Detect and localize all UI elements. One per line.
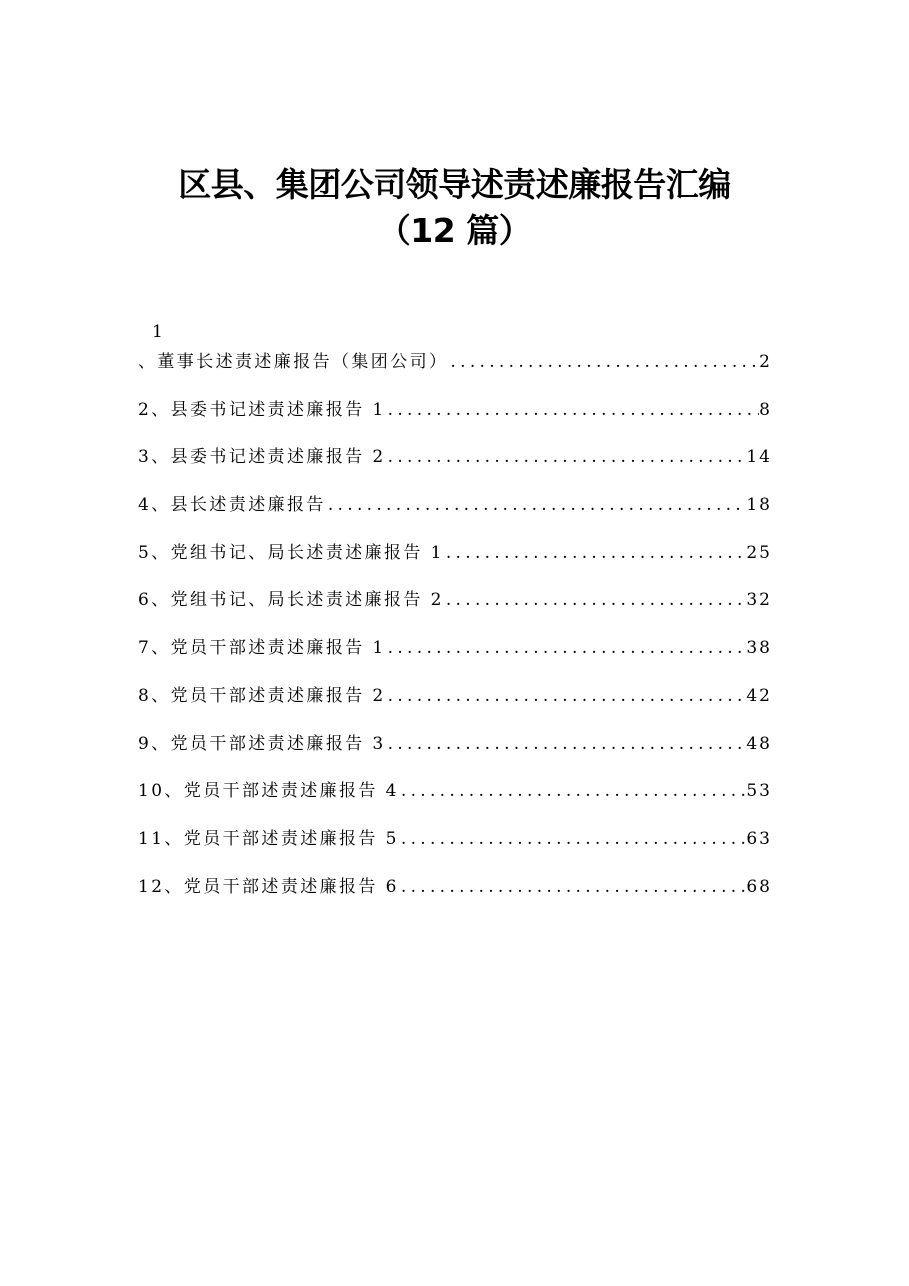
toc-entry-label: 7、党员干部述责述廉报告 1 <box>138 638 386 659</box>
toc-dot-leader <box>386 681 747 711</box>
toc-entry-label: 4、县长述责述廉报告 <box>138 495 326 516</box>
toc-entry-page: 2 <box>759 352 772 372</box>
table-of-contents <box>138 317 772 919</box>
toc-dot-leader <box>399 824 747 854</box>
title-line-main: 区县、集团公司领导述责述廉报告汇编 <box>178 165 731 204</box>
toc-entry-label: 3、县委书记述责述廉报告 2 <box>138 447 386 468</box>
toc-entry[interactable] <box>138 729 772 777</box>
toc-entry[interactable] <box>138 633 772 681</box>
toc-entry[interactable] <box>138 538 772 586</box>
toc-entry[interactable] <box>138 824 772 872</box>
toc-entry-label: 8、党员干部述责述廉报告 2 <box>138 685 386 706</box>
toc-entry-page: 25 <box>746 542 772 563</box>
toc-entry[interactable] <box>138 585 772 633</box>
toc-entry-label: 6、党组书记、局长述责述廉报告 2 <box>138 590 444 611</box>
toc-entry-label: 5、党组书记、局长述责述廉报告 1 <box>138 542 444 563</box>
toc-dot-leader <box>386 633 747 663</box>
toc-entry-page: 18 <box>746 495 772 516</box>
toc-dot-leader <box>386 729 747 759</box>
document-title <box>0 162 909 254</box>
toc-entry-label: 11、党员干部述责述廉报告 5 <box>138 828 399 849</box>
toc-dot-leader <box>326 490 747 520</box>
toc-entry-page: 8 <box>759 399 772 420</box>
toc-entry-label: 10、党员干部述责述廉报告 4 <box>138 781 399 802</box>
toc-entry-page: 53 <box>746 781 772 802</box>
toc-entry-page: 42 <box>746 685 772 706</box>
toc-dot-leader <box>399 776 747 806</box>
toc-dot-leader <box>399 872 747 902</box>
toc-entry-page: 68 <box>746 876 772 897</box>
title-line-count: （12 篇） <box>377 211 532 250</box>
toc-entry[interactable] <box>138 776 772 824</box>
toc-entry[interactable] <box>138 872 772 920</box>
toc-entry-page: 14 <box>746 447 772 468</box>
toc-entry[interactable] <box>138 347 772 395</box>
toc-dot-leader <box>386 442 747 472</box>
toc-entry[interactable] <box>138 490 772 538</box>
toc-entry[interactable] <box>138 442 772 490</box>
toc-entry[interactable] <box>138 681 772 729</box>
toc-entry-label: 9、党员干部述责述廉报告 3 <box>138 733 386 754</box>
toc-entry-page: 38 <box>746 638 772 659</box>
toc-entry-label: 、董事长述责述廉报告（集团公司） <box>138 352 449 372</box>
toc-dot-leader <box>444 585 747 615</box>
toc-entry[interactable] <box>138 395 772 443</box>
toc-dot-leader <box>448 347 759 377</box>
toc-dot-leader <box>444 538 747 568</box>
toc-entry-label: 12、党员干部述责述廉报告 6 <box>138 876 399 897</box>
toc-entry-page: 32 <box>746 590 772 611</box>
toc-entry-page: 48 <box>746 733 772 754</box>
toc-entry-label: 2、县委书记述责述廉报告 1 <box>138 399 386 420</box>
toc-stray-number: 1 <box>152 322 163 342</box>
toc-dot-leader <box>386 395 760 425</box>
toc-entry-page: 63 <box>746 828 772 849</box>
